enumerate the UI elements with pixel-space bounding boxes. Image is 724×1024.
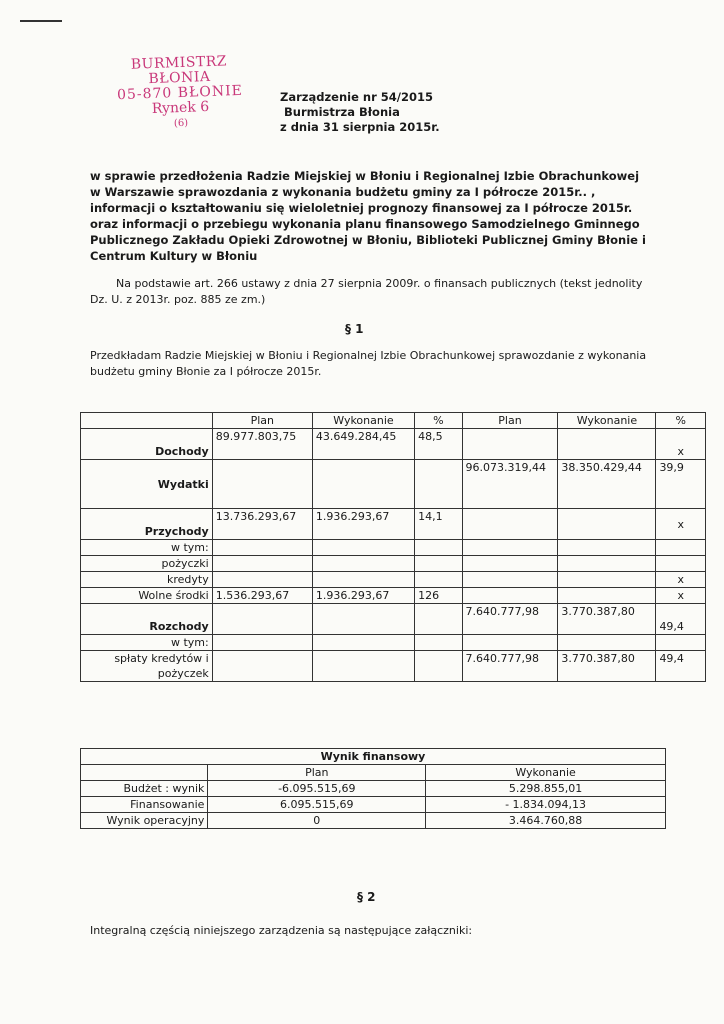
cell: 96.073.319,44 xyxy=(462,460,558,509)
row-label: Finansowanie xyxy=(81,797,208,813)
title-line-2: Burmistrza Błonia xyxy=(284,105,400,119)
cell xyxy=(558,509,656,540)
splaty-label-line-2: pożyczek xyxy=(157,667,209,680)
cell xyxy=(212,651,312,682)
table-row xyxy=(81,556,706,572)
cell xyxy=(558,635,656,651)
cell xyxy=(212,604,312,635)
cell xyxy=(462,572,558,588)
cell xyxy=(212,572,312,588)
cell: -6.095.515,69 xyxy=(208,781,426,797)
cell xyxy=(656,556,706,572)
cell: 49,4 xyxy=(656,651,706,682)
document-title xyxy=(280,90,480,135)
cell xyxy=(462,509,558,540)
cell xyxy=(415,460,462,509)
cell: 3.770.387,80 xyxy=(558,604,656,635)
cell: 7.640.777,98 xyxy=(462,604,558,635)
row-label-kredyty: kredyty xyxy=(81,572,213,588)
cell xyxy=(415,540,462,556)
cell xyxy=(312,651,414,682)
cell xyxy=(558,588,656,604)
cell: 0 xyxy=(208,813,426,829)
cell xyxy=(415,556,462,572)
stamp-line-1: BURMISTRZ BŁONIA xyxy=(130,53,228,88)
row-label-w-tym: w tym: xyxy=(81,540,213,556)
cell: 7.640.777,98 xyxy=(462,651,558,682)
cell xyxy=(415,604,462,635)
section-2-text: Integralną częścią niniejszego zarządzenia są następujące załączniki: xyxy=(90,924,473,937)
cell xyxy=(312,635,414,651)
table-row xyxy=(81,588,706,604)
header-cell: Wykonanie xyxy=(426,765,666,781)
stamp-line-3: Rynek 6 xyxy=(151,98,210,117)
cell xyxy=(312,604,414,635)
budget-table xyxy=(80,412,706,682)
cell xyxy=(212,460,312,509)
cell: 1.936.293,67 xyxy=(312,588,414,604)
cell: 13.736.293,67 xyxy=(212,509,312,540)
cell xyxy=(656,635,706,651)
table-row xyxy=(81,635,706,651)
table-row xyxy=(81,509,706,540)
stamp-line-2: 05-870 BŁONIE xyxy=(116,82,244,104)
cell: x xyxy=(656,572,706,588)
header-cell: Plan xyxy=(462,413,558,429)
table-row xyxy=(81,813,666,829)
cell: 5.298.855,01 xyxy=(426,781,666,797)
section-2-heading: § 2 xyxy=(357,890,376,904)
cell xyxy=(462,429,558,460)
cell xyxy=(558,572,656,588)
title-line-3: z dnia 31 sierpnia 2015r. xyxy=(280,120,440,134)
cell: 3.464.760,88 xyxy=(426,813,666,829)
cell: 126 xyxy=(415,588,462,604)
cell xyxy=(558,540,656,556)
result-table-title: Wynik finansowy xyxy=(81,749,666,765)
row-label-wolne-srodki: Wolne środki xyxy=(81,588,213,604)
row-label-w-tym-2: w tym: xyxy=(81,635,213,651)
cell: 3.770.387,80 xyxy=(558,651,656,682)
title-line-1: Zarządzenie nr 54/2015 xyxy=(280,90,433,104)
table-row xyxy=(81,651,706,682)
row-label: Budżet : wynik xyxy=(81,781,208,797)
header-cell: Wykonanie xyxy=(558,413,656,429)
cell: 1.936.293,67 xyxy=(312,509,414,540)
stamp-line-4: (6) xyxy=(173,117,189,130)
cell xyxy=(312,460,414,509)
cell: 14,1 xyxy=(415,509,462,540)
cell xyxy=(212,540,312,556)
header-cell: % xyxy=(656,413,706,429)
cell xyxy=(558,556,656,572)
result-header-row xyxy=(81,765,666,781)
cell xyxy=(312,556,414,572)
row-label-przychody: Przychody xyxy=(81,509,213,540)
row-label-wydatki: Wydatki xyxy=(81,460,213,509)
table-row xyxy=(81,781,666,797)
cell: 48,5 xyxy=(415,429,462,460)
cell xyxy=(462,540,558,556)
row-label-pozyczki: pożyczki xyxy=(81,556,213,572)
cell xyxy=(415,651,462,682)
section-1-text: Przedkładam Radzie Miejskiej w Błoniu i Regionalnej Izbie Obrachunkowej sprawozdanie z wykonania budżetu gminy Błonie za I półrocze 2015r. xyxy=(90,349,647,378)
cell: - 1.834.094,13 xyxy=(426,797,666,813)
financial-result-table xyxy=(80,748,666,829)
table-header-row xyxy=(81,413,706,429)
result-title-row xyxy=(81,749,666,765)
cell: 89.977.803,75 xyxy=(212,429,312,460)
cell xyxy=(558,429,656,460)
table-row xyxy=(81,604,706,635)
cell: 43.649.284,45 xyxy=(312,429,414,460)
table-row xyxy=(81,540,706,556)
cell: 49,4 xyxy=(656,604,706,635)
cell xyxy=(312,540,414,556)
document-subject: w sprawie przedłożenia Radzie Miejskiej w Błoniu i Regionalnej Izbie Obrachunkowej w Warszawie sprawozdania z wykonania budżetu gminy za I półrocze 2015r.. , informacji o kształtowaniu się wieloletniej prognozy finansowej za I półrocze 2015r. oraz informacji o przebiegu wykonania planu finansowego Samodzielnego Gminnego Publicznego Zakładu Opieki Zdrowotnej w Błoniu, Biblioteki Publicznej Gminy Błonie i Centrum Kultury w Błoniu xyxy=(90,169,646,263)
row-label-splaty xyxy=(81,651,213,682)
cell xyxy=(312,572,414,588)
cell: 1.536.293,67 xyxy=(212,588,312,604)
header-cell: Wykonanie xyxy=(312,413,414,429)
cell: 6.095.515,69 xyxy=(208,797,426,813)
cell xyxy=(462,635,558,651)
table-row xyxy=(81,460,706,509)
row-label-rozchody: Rozchody xyxy=(81,604,213,635)
header-cell: Plan xyxy=(208,765,426,781)
table-row xyxy=(81,797,666,813)
cell: 39,9 xyxy=(656,460,706,509)
cell: x xyxy=(656,588,706,604)
table-row xyxy=(81,429,706,460)
cell xyxy=(212,556,312,572)
cell xyxy=(415,635,462,651)
row-label-dochody: Dochody xyxy=(81,429,213,460)
cell xyxy=(415,572,462,588)
cell xyxy=(462,556,558,572)
header-cell xyxy=(81,765,208,781)
office-stamp xyxy=(99,53,262,134)
header-cell: % xyxy=(415,413,462,429)
top-rule xyxy=(20,20,62,22)
header-cell xyxy=(81,413,213,429)
cell: 38.350.429,44 xyxy=(558,460,656,509)
legal-basis: Na podstawie art. 266 ustawy z dnia 27 sierpnia 2009r. o finansach publicznych (tekst jednolity Dz. U. z 2013r. poz. 885 ze zm.) xyxy=(90,277,643,306)
splaty-label-line-1: spłaty kredytów i xyxy=(114,652,209,665)
header-cell: Plan xyxy=(212,413,312,429)
section-1-heading: § 1 xyxy=(345,322,364,336)
cell xyxy=(212,635,312,651)
row-label: Wynik operacyjny xyxy=(81,813,208,829)
cell: x xyxy=(656,509,706,540)
table-row xyxy=(81,572,706,588)
cell: x xyxy=(656,429,706,460)
cell xyxy=(462,588,558,604)
cell xyxy=(656,540,706,556)
